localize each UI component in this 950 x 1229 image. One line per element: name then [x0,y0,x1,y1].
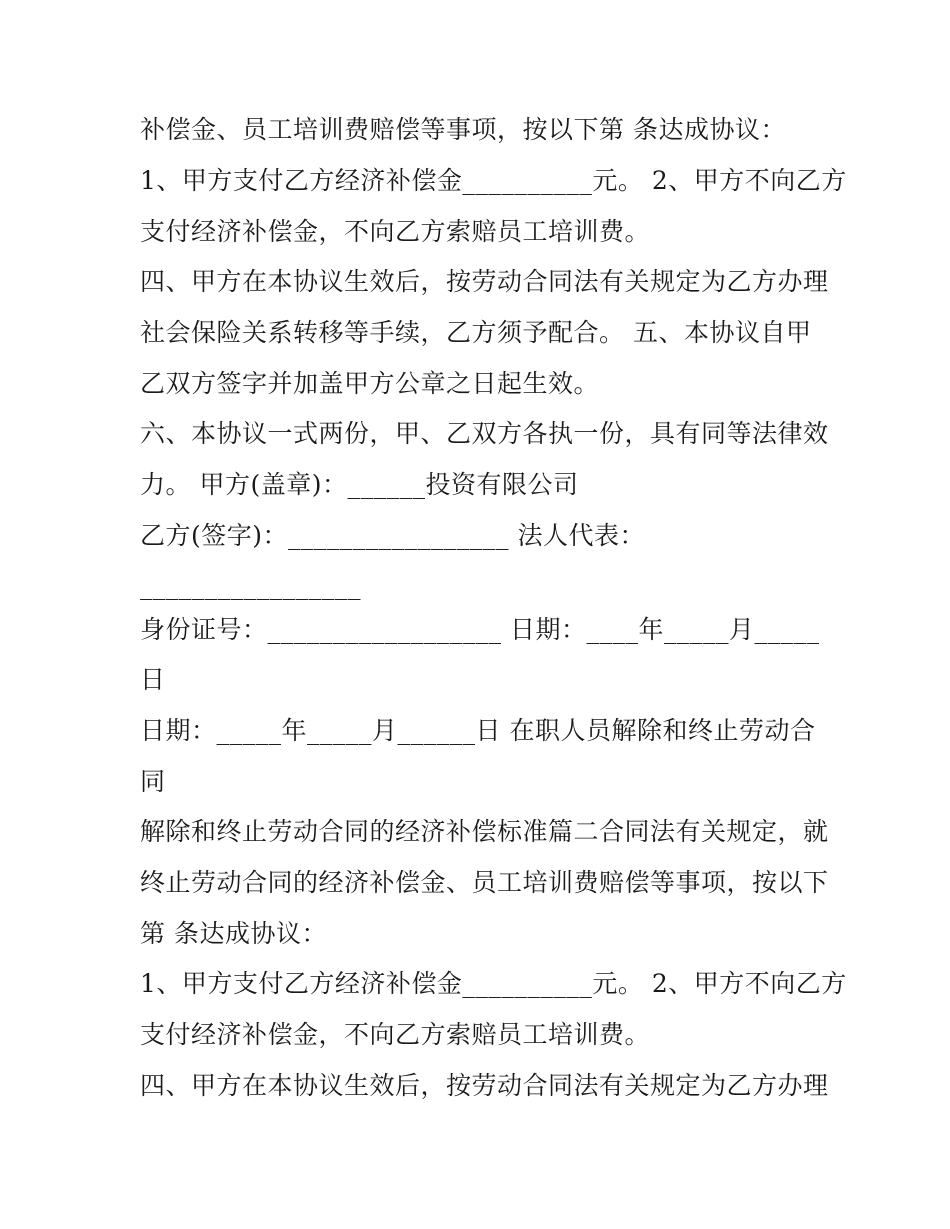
text-line: 身份证号：__________________ 日期：____年_____月_____ [140,615,820,644]
text-line: 日期：_____年_____月______日 在职人员解除和终止劳动合 [140,716,816,745]
text-line: 四、甲方在本协议生效后，按劳动合同法有关规定为乙方办理 [140,1071,829,1100]
text-line: 支付经济补偿金，不向乙方索赔员工培训费。 [140,217,651,246]
text-line: 社会保险关系转移等手续，乙方须予配合。 五、本协议自甲 [140,318,812,347]
text-line: 乙方(签字)：_________________ 法人代表： [140,521,645,550]
text-line: 解除和终止劳动合同的经济补偿标准篇二合同法有关规定，就 [140,817,829,846]
text-line: 日 [140,665,166,694]
text-line: 第 条达成协议： [140,919,327,948]
text-line: 四、甲方在本协议生效后，按劳动合同法有关规定为乙方办理 [140,267,829,296]
text-line: 六、本协议一式两份，甲、乙双方各执一份，具有同等法律效 [140,419,829,448]
text-line: 支付经济补偿金，不向乙方索赔员工培训费。 [140,1020,651,1049]
text-line: 1、甲方支付乙方经济补偿金__________元。 2、甲方不向乙方 [140,969,847,998]
text-line: 乙双方签字并加盖甲方公章之日起生效。 [140,369,600,398]
text-line: 1、甲方支付乙方经济补偿金__________元。 2、甲方不向乙方 [140,166,847,195]
text-line: 终止劳动合同的经济补偿金、员工培训费赔偿等事项，按以下 [140,868,829,897]
text-line: 力。 甲方(盖章)：______投资有限公司 [140,470,579,499]
text-line: 补偿金、员工培训费赔偿等事项，按以下第 条达成协议： [140,115,786,144]
text-line: _________________ [140,571,361,600]
text-line: 同 [140,767,166,796]
